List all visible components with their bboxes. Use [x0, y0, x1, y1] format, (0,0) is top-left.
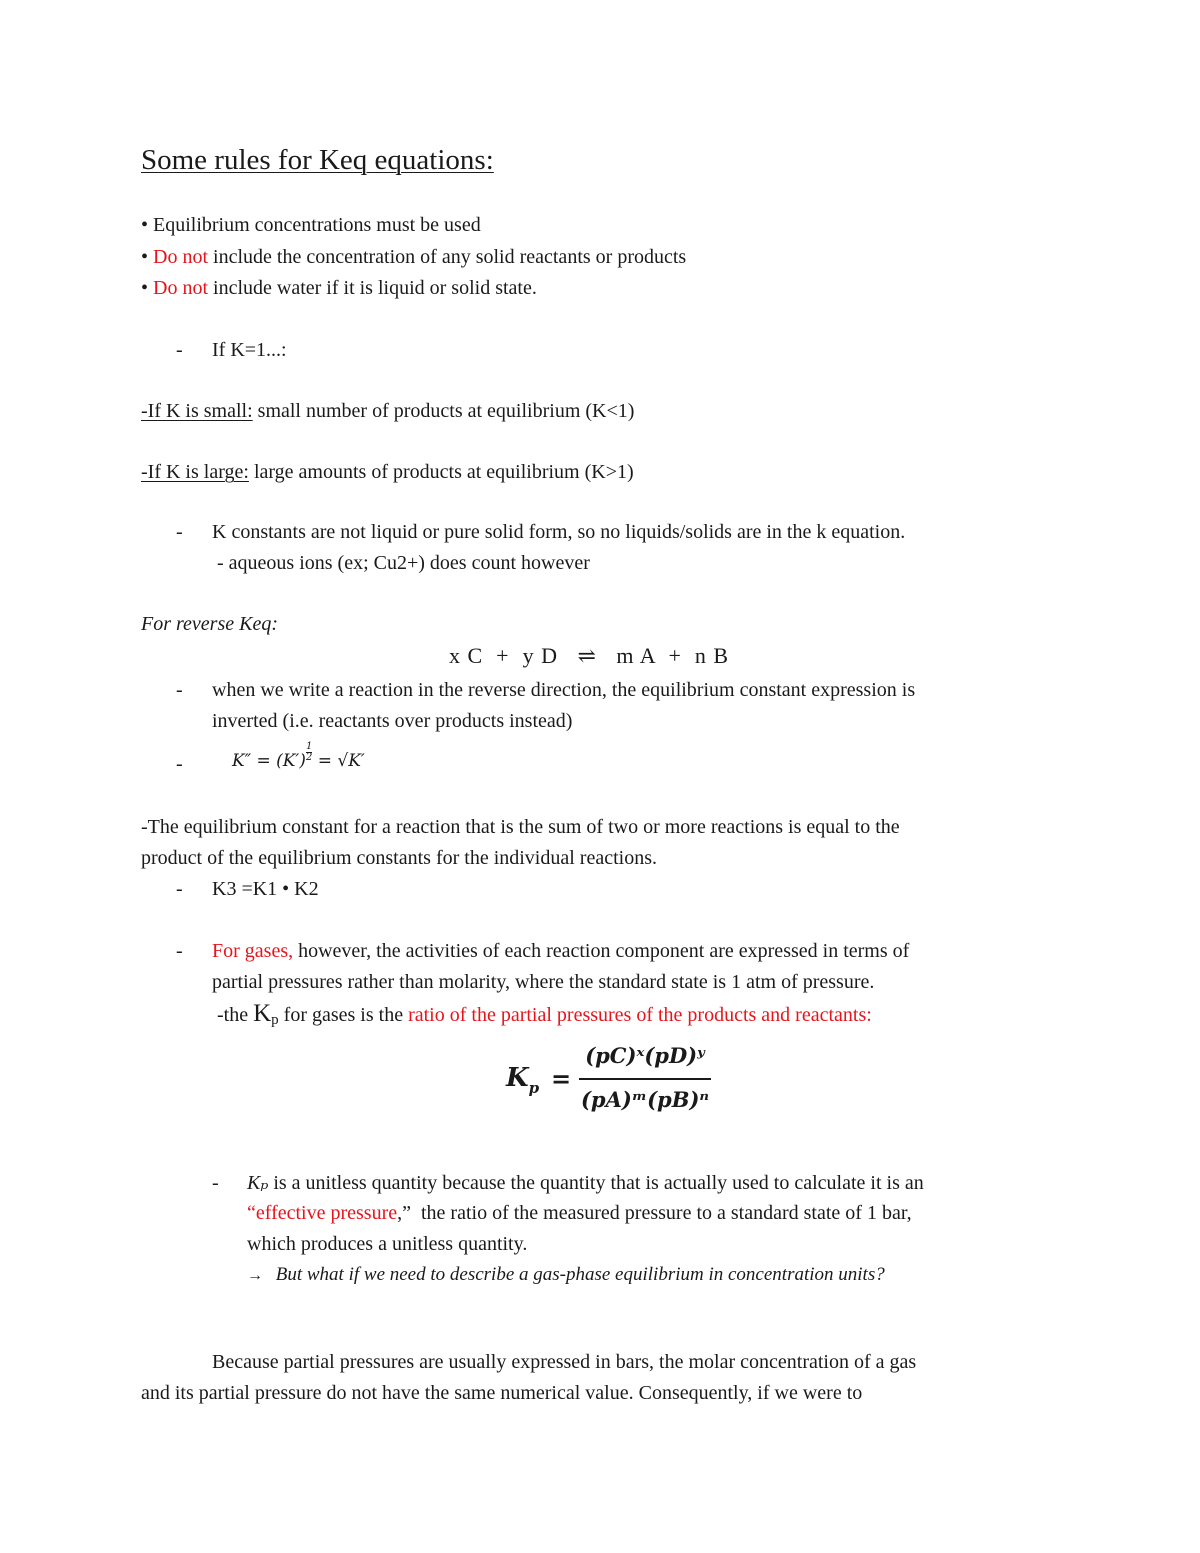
kp-formula-equals: = [551, 1064, 572, 1093]
kp-denominator: (pA)ᵐ(pB)ⁿ [580, 1087, 710, 1112]
list-dash: - [176, 521, 183, 543]
exp-num: 1 [305, 741, 313, 752]
list-dash: - [176, 940, 183, 962]
formula-rhs: = √K′ [312, 751, 365, 771]
gases-line-2: partial pressures rather than molarity, where the standard state is 1 atm of pressure. [212, 971, 875, 993]
kp-formula-lhs [506, 1063, 539, 1097]
arrow-icon: → [247, 1267, 263, 1284]
unitless-line-2-text: ,” the ratio of the measured pressure to a standard state of 1 bar, [397, 1202, 912, 1224]
k-large-text: large amounts of products at equilibrium (K>1) [248, 461, 634, 483]
k-small-text: small number of products at equilibrium (K<1) [252, 400, 635, 422]
list-dash: - [212, 1172, 219, 1194]
k3-formula: K3 =K1 • K2 [212, 878, 319, 900]
reverse-line-2: inverted (i.e. reactants over products instead) [212, 710, 573, 732]
paragraph-line-1: Because partial pressures are usually expressed in bars, the molar concentration of a gas [212, 1351, 917, 1373]
list-dash: - [176, 878, 183, 900]
paragraph-line-2: and its partial pressure do not have the same numerical value. Consequently, if we were to [141, 1382, 863, 1404]
question-line [247, 1263, 885, 1288]
kp-mid: for gases is the [278, 1004, 409, 1026]
rule-text: include the concentration of any solid reactants or products [208, 246, 687, 268]
kp-lhs-k: K [506, 1063, 529, 1093]
page-title: Some rules for Keq equations: [141, 144, 494, 176]
gases-line-1 [212, 939, 909, 963]
reverse-reaction: x C + y D ⇌ m A + n B [449, 643, 730, 668]
k-constants-note: K constants are not liquid or pure solid form, so no liquids/solids are in the k equation. [212, 521, 906, 543]
k-small [141, 399, 634, 423]
gas-phase-question: But what if we need to describe a gas-phase equilibrium in concentration units? [275, 1264, 885, 1285]
kp-numerator: (pC)ˣ(pD)ʸ [585, 1043, 705, 1068]
list-dash: - [176, 339, 183, 361]
unitless-line-1 [247, 1171, 924, 1195]
k-large-label: -If K is large: [141, 461, 249, 483]
kp-description [217, 1002, 872, 1032]
kp-italic: Kₚ [247, 1172, 269, 1194]
do-not-label: Do not [153, 277, 209, 299]
bullet: • [141, 246, 154, 268]
gases-text: however, the activities of each reaction component are expressed in terms of [293, 940, 910, 962]
quote-open: “ [247, 1202, 256, 1224]
unitless-line-2 [247, 1201, 912, 1225]
rule-text: include water if it is liquid or solid state. [208, 277, 537, 299]
bullet: • [141, 277, 154, 299]
k-large [141, 460, 634, 484]
list-dash: - [176, 679, 183, 701]
fraction-bar [579, 1078, 711, 1080]
kp-symbol: K [253, 1000, 272, 1027]
sum-line-1: -The equilibrium constant for a reaction that is the sum of two or more reactions is equal to the [141, 816, 900, 838]
rule-equilibrium-concentrations: • Equilibrium concentrations must be used [141, 214, 481, 236]
do-not-label: Do not [153, 246, 209, 268]
unitless-text: is a unitless quantity because the quantity that is actually used to calculate it is an [268, 1172, 924, 1194]
reverse-keq-heading: For reverse Keq: [141, 613, 278, 635]
exp-den: 2 [305, 752, 313, 763]
effective-pressure: effective pressure [255, 1202, 398, 1224]
formula-lhs: K″ = (K′) [232, 751, 306, 771]
for-gases-label: For gases, [212, 940, 294, 962]
kp-ratio-red: ratio of the partial pressures of the products and reactants: [408, 1004, 872, 1026]
kp-prefix: -the [217, 1004, 254, 1026]
list-dash: - [176, 753, 183, 775]
sum-line-2: product of the equilibrium constants for the individual reactions. [141, 847, 657, 869]
rule-no-water [141, 276, 537, 300]
unitless-line-3: which produces a unitless quantity. [247, 1233, 528, 1255]
k-equals-one: If K=1...: [212, 339, 287, 361]
reverse-line-1: when we write a reaction in the reverse direction, the equilibrium constant expression is [212, 679, 916, 701]
kp-subscript: p [271, 1012, 279, 1028]
k-small-label: -If K is small: [141, 400, 253, 422]
kp-lhs-sub: p [528, 1079, 540, 1097]
aqueous-ions-note: - aqueous ions (ex; Cu2+) does count however [217, 552, 590, 574]
rule-no-solids [141, 245, 686, 269]
reverse-k-formula [232, 742, 365, 771]
